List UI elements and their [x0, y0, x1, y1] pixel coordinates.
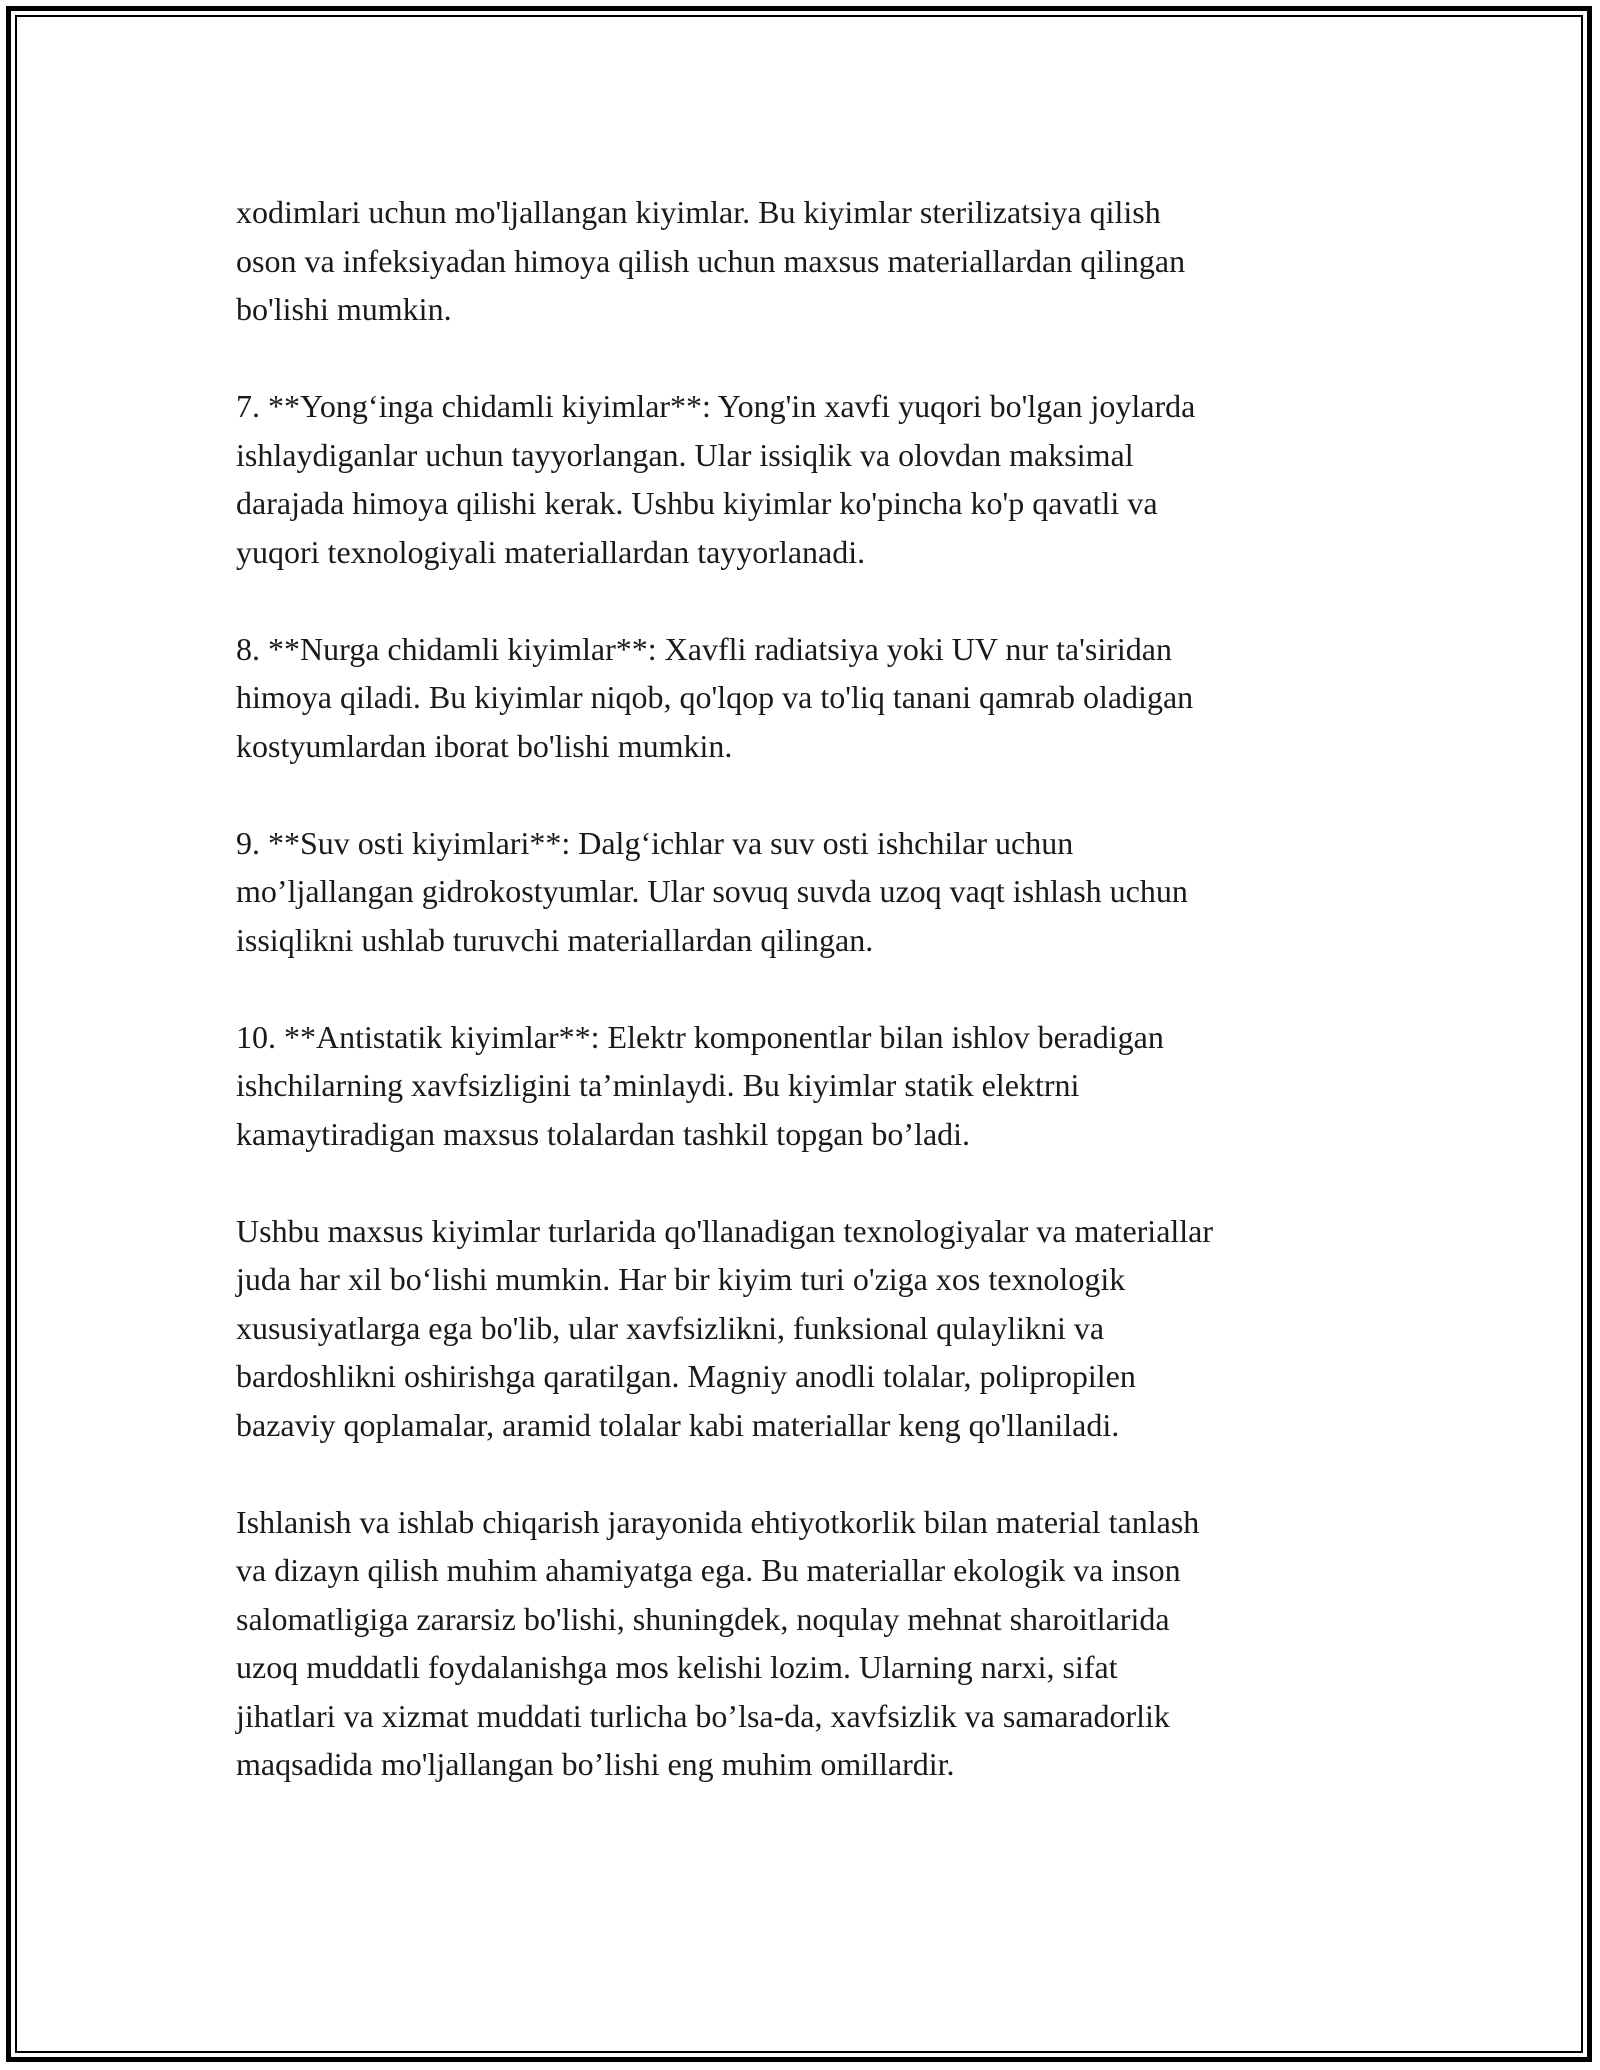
- document-body: [236, 188, 1366, 1837]
- paragraph-radiation-resistant-clothing: 8. **Nurga chidamli kiyimlar**: Xavfli radiatsiya yoki UV nur ta'siridan himoya qiladi. Bu kiyimlar niqob, qo'lqop va to'liq tanani qamrab oladigan kostyumlardan iborat bo'lishi mumkin.: [236, 630, 1194, 764]
- paragraph-design-conclusion: Ishlanish va ishlab chiqarish jarayonida ehtiyotkorlik bilan material tanlash va dizayn qilish muhim ahamiyatga ega. Bu materiallar ekologik va inson salomatligiga zararsiz bo'lishi, shuningdek, noqulay mehnat sharoitlarida uzoq muddatli foydalanishga mos kelishi lozim. Ularning narxi, sifat jihatlari va xizmat muddati turlicha bo’lsa-da, xavfsizlik va samaradorlik maqsadida mo'ljallangan bo’lishi eng muhim omillardir.: [236, 1503, 1200, 1782]
- paragraph-fire-resistant-clothing: 7. **Yong‘inga chidamli kiyimlar**: Yong'in xavfi yuqori bo'lgan joylarda ishlaydiganlar uchun tayyorlangan. Ular issiqlik va olovdan maksimal darajada himoya qilishi kerak. Ushbu kiyimlar ko'pincha ko'p qavatli va yuqori texnologiyali materiallardan tayyorlanadi.: [236, 388, 1196, 570]
- paragraph-medical-clothing-continued: xodimlari uchun mo'ljallangan kiyimlar. Bu kiyimlar sterilizatsiya qilish oson va infeksiyadan himoya qilish uchun maxsus materiallardan qilingan bo'lishi mumkin.: [236, 194, 1186, 327]
- paragraph-technologies-materials: Ushbu maxsus kiyimlar turlarida qo'llanadigan texnologiyalar va materiallar juda har xil bo‘lishi mumkin. Har bir kiyim turi o'ziga xos texnologik xususiyatlarga ega bo'lib, ular xavfsizlikni, funksional qulaylikni va bardoshlikni oshirishga qaratilgan. Magniy anodli tolalar, polipropilen bazaviy qoplamalar, aramid tolalar kabi materiallar keng qo'llaniladi.: [236, 1212, 1214, 1443]
- paragraph-antistatic-clothing: 10. **Antistatik kiyimlar**: Elektr komponentlar bilan ishlov beradigan ishchilarning xavfsizligini ta’minlaydi. Bu kiyimlar statik elektrni kamaytiradigan maxsus tolalardan tashkil topgan bo’ladi.: [236, 1018, 1164, 1152]
- paragraph-underwater-clothing: 9. **Suv osti kiyimlari**: Dalg‘ichlar va suv osti ishchilar uchun mo’ljallangan gidrokostyumlar. Ular sovuq suvda uzoq vaqt ishlash uchun issiqlikni ushlab turuvchi materiallardan qilingan.: [236, 824, 1188, 958]
